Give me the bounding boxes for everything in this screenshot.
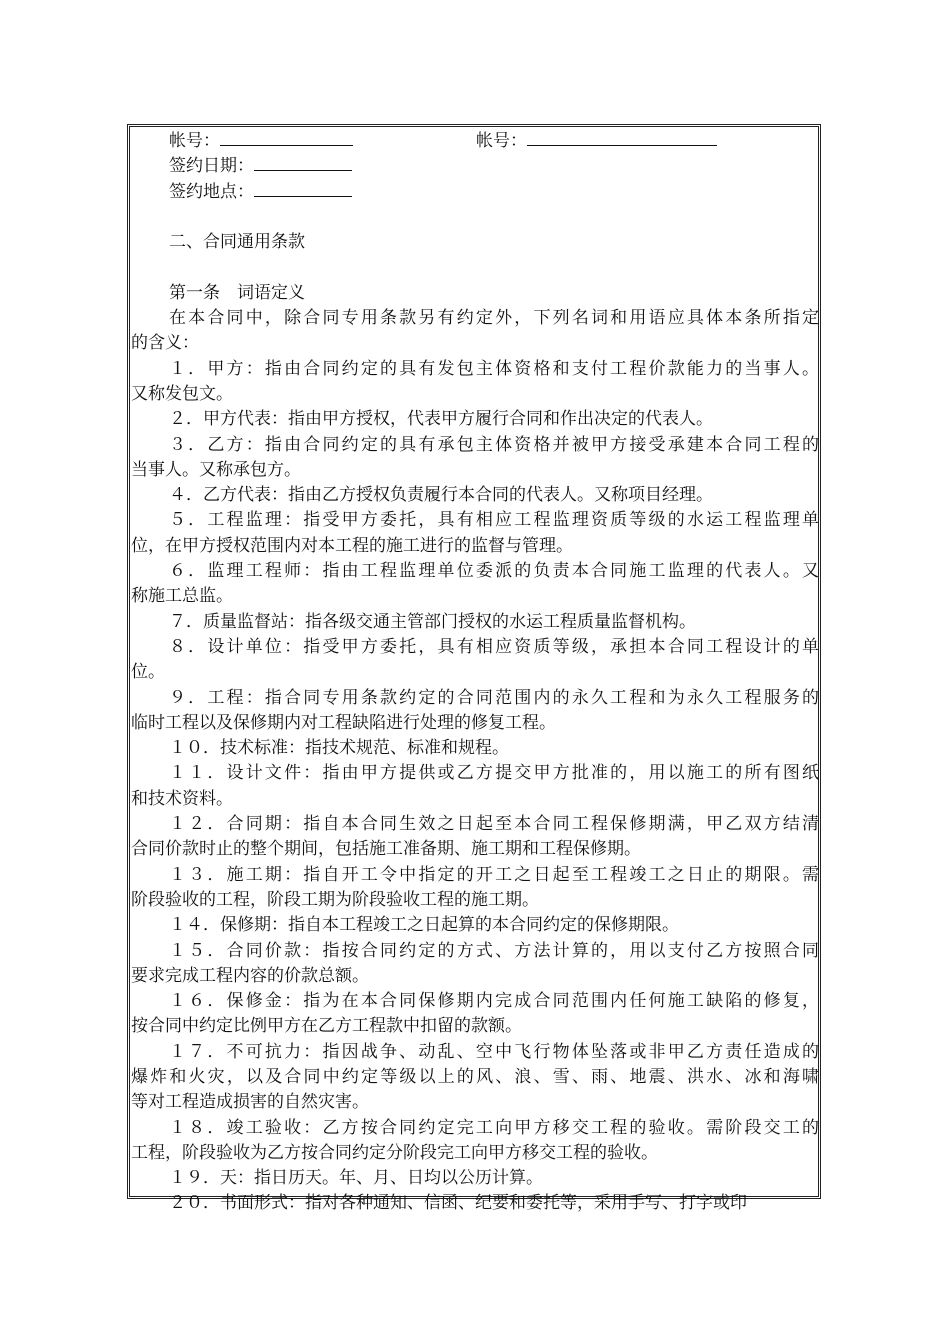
definition-item-line: １６．保修金：指为在本合同保修期内完成合同范围内任何施工缺陷的修复， (169, 991, 819, 1012)
sign-date-label: 签约日期： (169, 156, 254, 177)
definition-item (131, 1116, 819, 1167)
definition-item (131, 736, 819, 761)
definition-item-line: １５．合同价款：指按合同约定的方式、方法计算的，用以支付乙方按照合同 (169, 940, 819, 961)
definition-item (131, 508, 819, 559)
definition-item (131, 812, 819, 863)
definition-item-line: １８．竣工验收：乙方按合同约定完工向甲方移交工程的验收。需阶段交工的 (169, 1117, 819, 1138)
definition-item-line: 阶段验收的工程，阶段工期为阶段验收工程的施工期。 (131, 889, 539, 910)
account-label-right: 帐号： (476, 131, 527, 151)
definition-item-line: 临时工程以及保修期内对工程缺陷进行处理的修复工程。 (131, 712, 556, 733)
sign-date-row (131, 154, 819, 179)
definition-item-line: 位，在甲方授权范围内对本工程的施工进行的监督与管理。 (131, 535, 573, 556)
article-title: 第一条 词语定义 (169, 282, 305, 303)
definition-item-line: ９．工程：指合同专用条款约定的合同范围内的永久工程和为永久工程服务的 (169, 687, 819, 708)
definition-item-line: １．甲方：指由合同约定的具有发包主体资格和支付工程价款能力的当事人。 (169, 358, 819, 379)
intro-paragraph-body (131, 306, 819, 357)
definition-item-line: ８．设计单位：指受甲方委托，具有相应资质等级，承担本合同工程设计的单 (169, 636, 819, 657)
definition-item (131, 407, 819, 432)
definition-item (131, 1040, 819, 1116)
definition-item (131, 1166, 819, 1191)
definition-item-line: 当事人。又称承包方。 (131, 459, 301, 480)
definition-item-line: １２．合同期：指自本合同生效之日起至本合同工程保修期满，甲乙双方结清 (169, 814, 819, 835)
definition-item-line: 等对工程造成损害的自然灾害。 (131, 1092, 369, 1113)
definition-item-line: ４．乙方代表：指由乙方授权负责履行本合同的代表人。又称项目经理。 (169, 485, 713, 506)
definitions-list (131, 357, 819, 1217)
definition-item-line: 合同价款时止的整个期间，包括施工准备期、施工期和工程保修期。 (131, 839, 641, 860)
definition-item-line: １０．技术标准：指技术规范、标准和规程。 (169, 738, 509, 759)
definition-item-line: 又称发包文。 (131, 383, 233, 404)
definition-item (131, 483, 819, 508)
definition-item-line: 工程，阶段验收为乙方按合同约定分阶段完工向甲方移交工程的验收。 (131, 1142, 658, 1163)
document-body (131, 129, 819, 1217)
definition-item (131, 761, 819, 812)
definition-item (131, 559, 819, 610)
intro-paragraph-body-line: 在本合同中，除合同专用条款另有约定外，下列名词和用语应具体本条所指定 (169, 308, 819, 329)
section-title: 二、合同通用条款 (169, 232, 305, 253)
definition-item-line: １３．施工期：指自开工令中指定的开工之日起至工程竣工之日止的期限。需 (169, 864, 819, 885)
definition-item-line: １７．不可抗力：指因战争、动乱、空中飞行物体坠落或非甲乙方责任造成的 (169, 1041, 819, 1062)
definition-item-line: ６．监理工程师：指由工程监理单位委派的负责本合同施工监理的代表人。又 (169, 561, 819, 582)
definition-item (131, 939, 819, 990)
definition-item-line: 称施工总监。 (131, 586, 233, 607)
sign-place-row (131, 180, 819, 205)
definition-item (131, 863, 819, 914)
definition-item-line: １４．保修期：指自本工程竣工之日起算的本合同约定的保修期限。 (169, 915, 679, 936)
account-field-right (527, 131, 717, 146)
account-field-left (220, 131, 353, 146)
definition-item (131, 635, 819, 686)
intro-paragraph-body-line: 的含义： (131, 333, 199, 354)
definition-item-line: ７．质量监督站：指各级交通主管部门授权的水运工程质量监督机构。 (169, 611, 696, 632)
account-label-left: 帐号： (169, 131, 220, 151)
definition-item-line: ２０．书面形式：指对各种通知、信函、纪要和委托等，采用手写、打字或印 (169, 1193, 747, 1214)
definition-item-line: １１．设计文件：指由甲方提供或乙方提交甲方批准的，用以施工的所有图纸 (169, 763, 819, 784)
definition-item-line: ３．乙方：指由合同约定的具有承包主体资格并被甲方接受承建本合同工程的 (169, 434, 819, 455)
definition-item-line: 和技术资料。 (131, 788, 233, 809)
definition-item-line: ５．工程监理：指受甲方委托，具有相应工程监理资质等级的水运工程监理单 (169, 510, 819, 531)
intro-paragraph (131, 306, 819, 357)
account-right (476, 129, 717, 154)
definition-item (131, 686, 819, 737)
definition-item-line: ２．甲方代表：指由甲方授权，代表甲方履行合同和作出决定的代表人。 (169, 409, 713, 430)
sign-place-label: 签约地点： (169, 181, 254, 202)
definition-item-line: １９．天：指日历天。年、月、日均以公历计算。 (169, 1168, 543, 1189)
definition-item (131, 1191, 819, 1216)
definition-item-line: 要求完成工程内容的价款总额。 (131, 965, 369, 986)
definition-item-line: 按合同中约定比例甲方在乙方工程款中扣留的款额。 (131, 1016, 522, 1037)
definition-item-line: 爆炸和火灾，以及合同中约定等级以上的风、浪、雪、雨、地震、洪水、冰和海啸 (131, 1066, 819, 1087)
sign-date-field (254, 156, 352, 171)
definition-item (131, 989, 819, 1040)
account-row (131, 129, 819, 154)
definition-item-line: 位。 (131, 662, 165, 683)
definition-item (131, 610, 819, 635)
definition-item (131, 357, 819, 408)
definition-item (131, 433, 819, 484)
definition-item (131, 913, 819, 938)
sign-place-field (254, 182, 352, 197)
